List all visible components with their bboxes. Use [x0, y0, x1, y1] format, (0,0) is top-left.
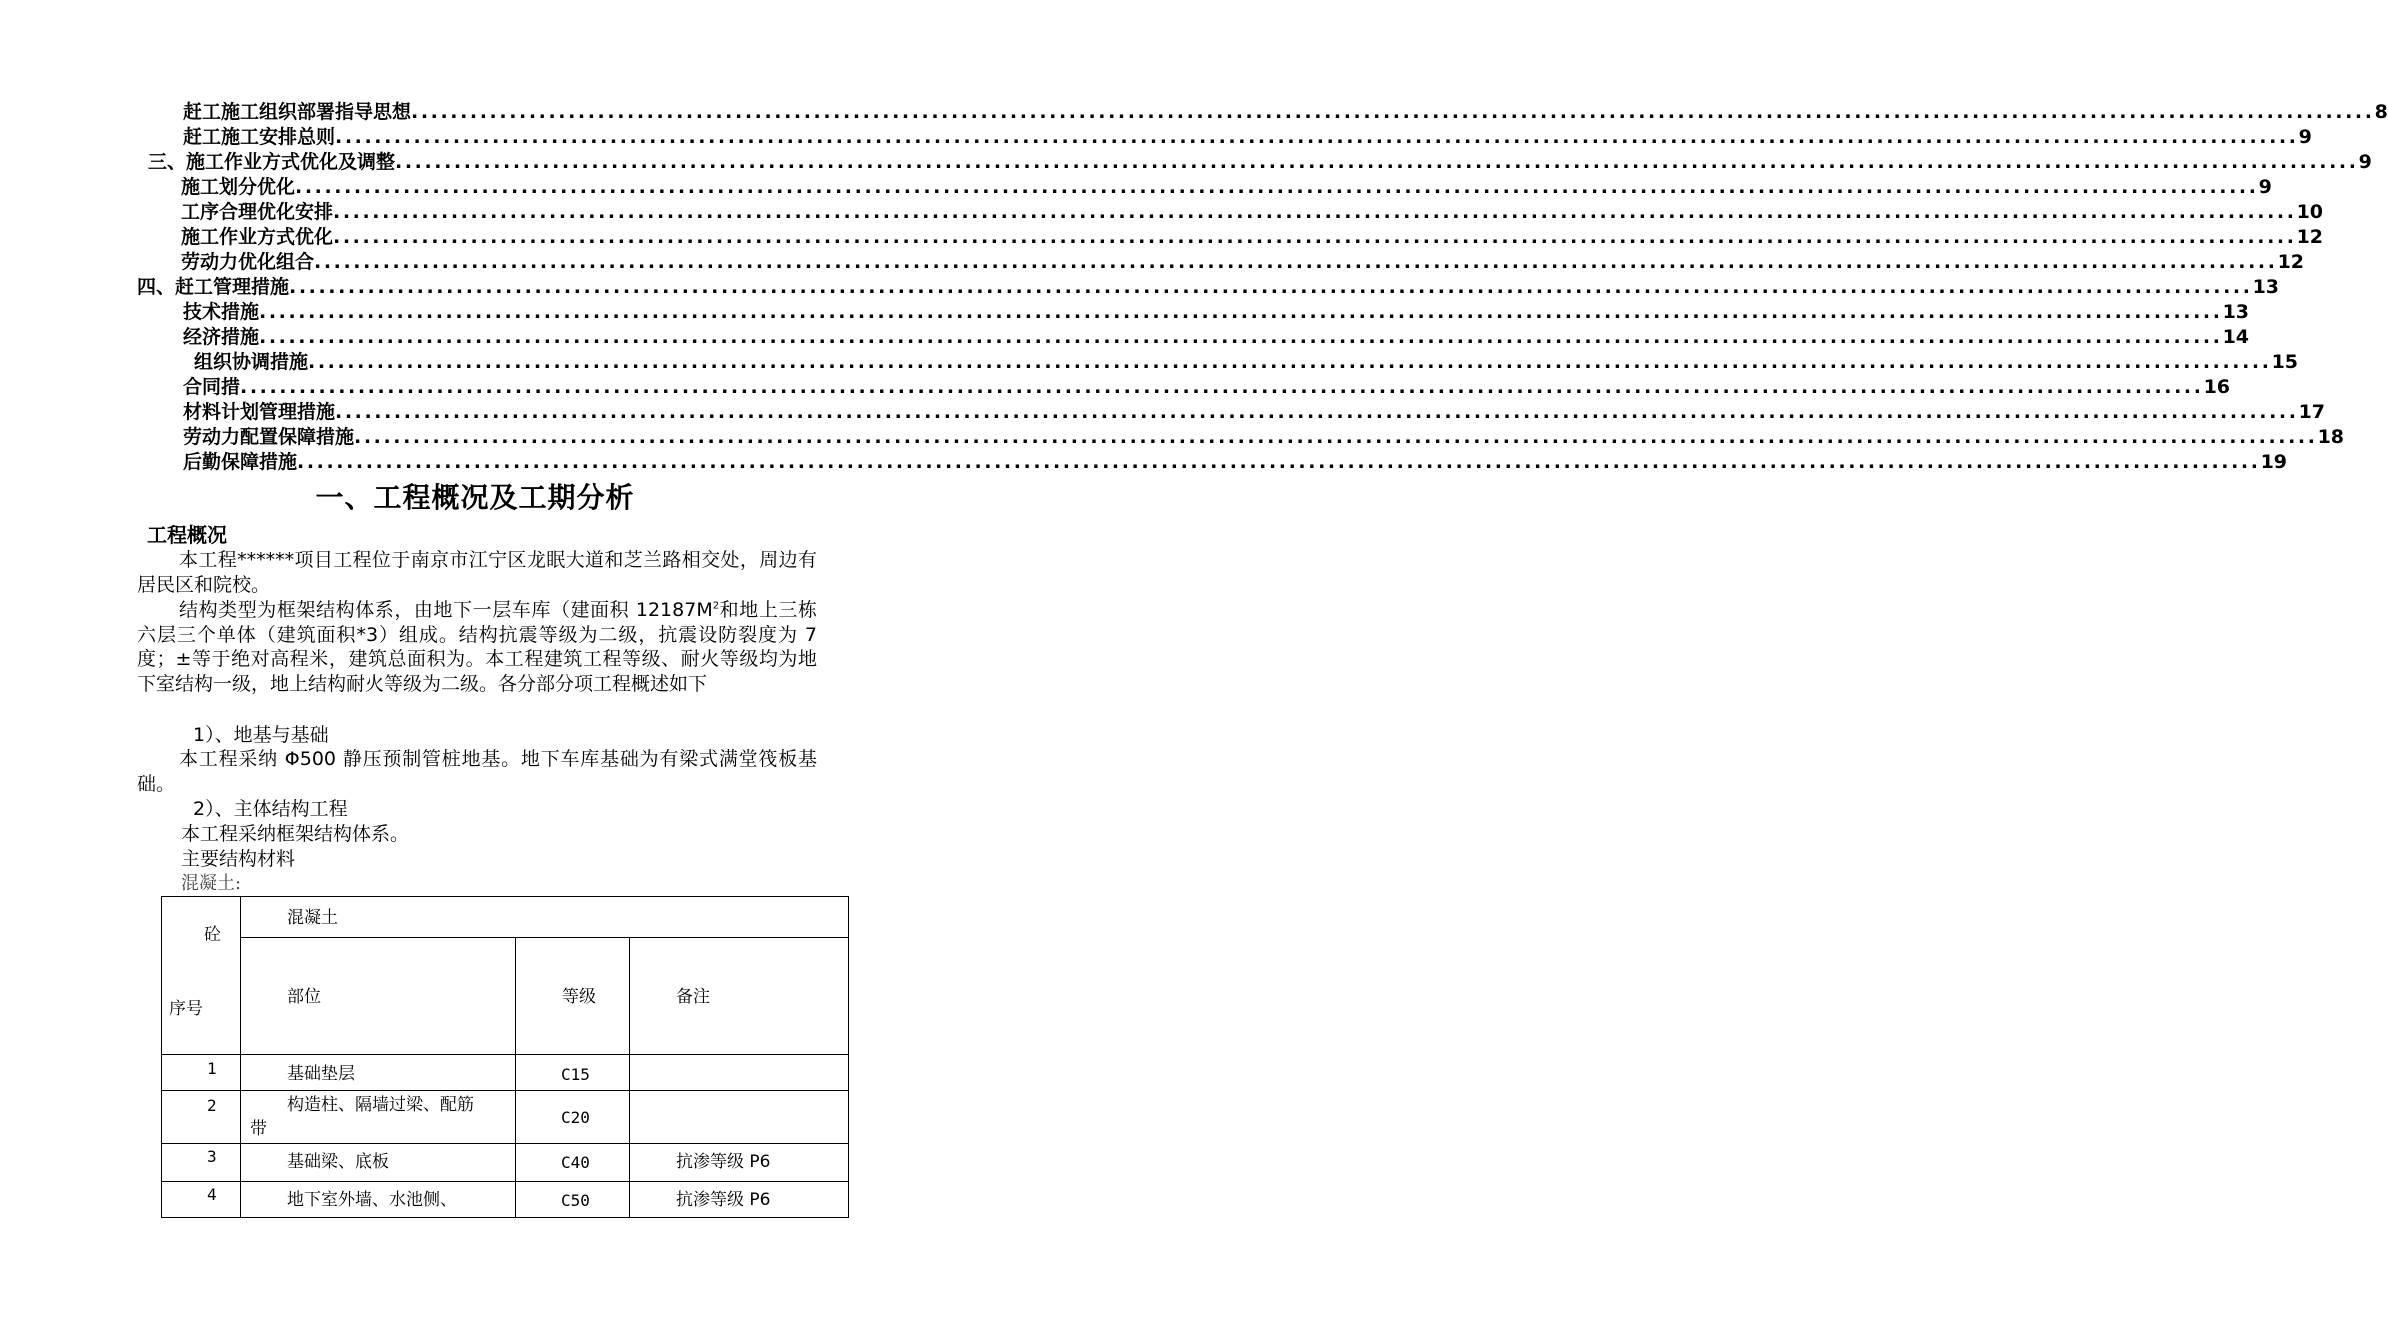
toc-entry-title: 合同措 [183, 376, 241, 398]
toc-entry-title: 施工划分优化 [181, 176, 296, 198]
toc-leader-dots: ........................................................................................................................................................................................................ [395, 151, 2359, 173]
toc-entry-page: 9 [2258, 176, 2272, 198]
table-corner-top: 砼 [204, 925, 221, 945]
toc-entry-page: 19 [2260, 451, 2288, 473]
paragraph-frame: 本工程采纳框架结构体系。 [181, 823, 410, 845]
paragraph-foundation: 本工程采纳 Φ500 静压预制管桩地基。地下车库基础为有梁式满堂筏板基础。 [137, 748, 817, 795]
label-concrete: 混凝土: [181, 873, 242, 894]
toc-leader-dots: ........................................................................................................................................................................................................ [314, 251, 2278, 273]
table-row-part: 基础梁、底板 [287, 1152, 389, 1172]
toc-entry[interactable] [181, 250, 2305, 274]
toc-entry-title: 赶工施工组织部署指导思想 [183, 101, 412, 123]
toc-entry[interactable] [183, 125, 2312, 149]
toc-leader-dots: ........................................................................................................................................................................................................ [335, 401, 2299, 423]
toc-entry[interactable] [137, 275, 2280, 299]
table-header-note: 备注 [676, 987, 710, 1007]
paragraph-materials: 主要结构材料 [181, 848, 296, 870]
toc-entry-title: 工序合理优化安排 [181, 201, 334, 223]
toc-entry-title: 三、施工作业方式优化及调整 [148, 151, 396, 173]
toc-entry[interactable] [183, 375, 2231, 399]
toc-leader-dots: ........................................................................................................................................................................................................ [289, 276, 2253, 298]
item-foundation: 1）、地基与基础 [193, 724, 329, 746]
toc-entry-page: 10 [2296, 201, 2324, 223]
table-row-part: 基础垫层 [287, 1064, 355, 1084]
toc-entry-page: 15 [2271, 351, 2299, 373]
paragraph-structure-part1: 结构类型为框架结构体系，由地下一层车库（建面积 12187M [179, 599, 713, 621]
table-group-header: 混凝土 [287, 908, 338, 928]
toc-entry-page: 14 [2222, 326, 2250, 348]
toc-entry[interactable] [181, 175, 2272, 199]
superscript-2: 2 [712, 600, 720, 612]
toc-entry[interactable] [183, 325, 2250, 349]
toc-leader-dots: ........................................................................................................................................................................................................ [411, 101, 2375, 123]
toc-leader-dots: ........................................................................................................................................................................................................ [295, 176, 2259, 198]
table-header-no: 序号 [169, 999, 203, 1019]
toc-leader-dots: ........................................................................................................................................................................................................ [297, 451, 2261, 473]
toc-entry-page: 18 [2317, 426, 2345, 448]
toc-entry-page: 12 [2296, 226, 2324, 248]
toc-leader-dots: ........................................................................................................................................................................................................ [259, 301, 2223, 323]
table-row-part: 地下室外墙、水池侧、 [287, 1190, 457, 1210]
table-row-no: 4 [207, 1185, 217, 1204]
toc-entry[interactable] [148, 150, 2372, 174]
table-header-grade: 等级 [562, 987, 596, 1007]
table-row-grade: C20 [561, 1108, 590, 1127]
table-header-part: 部位 [287, 987, 321, 1007]
concrete-table [161, 896, 849, 1218]
toc-entry-title: 施工作业方式优化 [181, 226, 334, 248]
section-subtitle: 工程概况 [147, 523, 227, 547]
toc-entry[interactable] [194, 350, 2299, 374]
toc-leader-dots: ........................................................................................................................................................................................................ [333, 226, 2297, 248]
item-main-structure: 2）、主体结构工程 [193, 798, 348, 820]
table-row-grade: C15 [561, 1065, 590, 1084]
toc-leader-dots: ........................................................................................................................................................................................................ [335, 126, 2299, 148]
toc-entry-title: 技术措施 [183, 301, 260, 323]
table-row-part-cont: 带 [250, 1119, 267, 1139]
table-row-no: 2 [207, 1096, 217, 1115]
toc-leader-dots: ........................................................................................................................................................................................................ [259, 326, 2223, 348]
toc-leader-dots: ........................................................................................................................................................................................................ [240, 376, 2204, 398]
toc-entry[interactable] [183, 100, 2388, 124]
toc-entry[interactable] [183, 400, 2326, 424]
toc-leader-dots: ........................................................................................................................................................................................................ [308, 351, 2272, 373]
toc-entry-page: 16 [2203, 376, 2231, 398]
toc-entry-title: 赶工施工安排总则 [183, 126, 336, 148]
table-row-no: 1 [207, 1059, 217, 1078]
section-title: 一、工程概况及工期分析 [315, 481, 635, 514]
table-row-grade: C40 [561, 1153, 590, 1172]
toc-entry-page: 13 [2222, 301, 2250, 323]
toc-entry-title: 劳动力配置保障措施 [183, 426, 355, 448]
toc-leader-dots: ........................................................................................................................................................................................................ [333, 201, 2297, 223]
toc-entry[interactable] [181, 225, 2324, 249]
paragraph-structure-part2: 和地上三栋六层三个单体（建筑面积*3）组成。结构抗震等级为二级，抗震设防裂度为 7 度；±等于绝对高程米，建筑总面积为。本工程建筑工程等级、耐火等级均为地下室结构一级，地上结构耐火等级为二级。各分部分项工程概述如下 [137, 599, 817, 695]
table-row-grade: C50 [561, 1191, 590, 1210]
table-row-part: 构造柱、隔墙过梁、配筋 [287, 1095, 474, 1115]
toc-entry-page: 9 [2298, 126, 2312, 148]
toc-entry[interactable] [183, 450, 2288, 474]
toc-entry-page: 12 [2277, 251, 2305, 273]
toc-entry-title: 组织协调措施 [194, 351, 309, 373]
paragraph-structure [137, 598, 817, 696]
toc-entry[interactable] [183, 425, 2345, 449]
table-row-no: 3 [207, 1147, 217, 1166]
toc-entry-page: 17 [2298, 401, 2326, 423]
toc-entry-title: 经济措施 [183, 326, 260, 348]
toc-entry-page: 8 [2374, 101, 2388, 123]
paragraph-location: 本工程******项目工程位于南京市江宁区龙眠大道和芝兰路相交处，周边有居民区和院校。 [137, 549, 817, 596]
toc-entry-title: 材料计划管理措施 [183, 401, 336, 423]
toc-entry-page: 13 [2252, 276, 2280, 298]
toc-entry[interactable] [183, 300, 2250, 324]
toc-entry[interactable] [181, 200, 2324, 224]
toc-entry-page: 9 [2358, 151, 2372, 173]
toc-leader-dots: ........................................................................................................................................................................................................ [354, 426, 2318, 448]
toc-entry-title: 四、赶工管理措施 [137, 276, 290, 298]
table-row-note: 抗渗等级 P6 [676, 1190, 771, 1210]
toc-entry-title: 劳动力优化组合 [181, 251, 315, 273]
table-row-note: 抗渗等级 P6 [676, 1152, 771, 1172]
toc-entry-title: 后勤保障措施 [183, 451, 298, 473]
